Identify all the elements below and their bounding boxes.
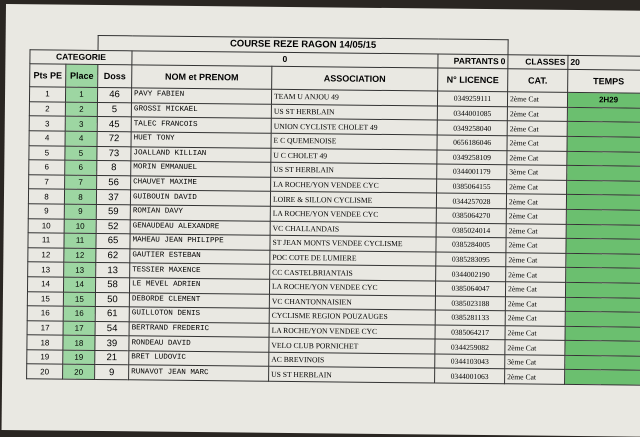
cell-licence: 0349258040	[437, 120, 507, 135]
cell-name: JOALLAND KILLIAN	[131, 146, 271, 162]
cell-association: AC BREVINOIS	[269, 352, 435, 368]
cell-doss: 39	[95, 336, 129, 351]
partants-value: 0	[500, 56, 506, 67]
cell-name: CHAUVET MAXIME	[131, 176, 271, 192]
cell-place: 20	[63, 365, 95, 380]
cell-licence: 0385064270	[436, 208, 506, 223]
categorie-label: CATEGORIE	[30, 49, 132, 65]
categorie-value: 0	[132, 50, 438, 68]
cell-association: LA ROCHE/YON VENDEE CYC	[271, 177, 437, 193]
cell-association: US ST HERBLAIN	[269, 367, 435, 383]
cell-doss: 52	[96, 219, 130, 234]
cell-licence: 0344001179	[437, 164, 507, 179]
cell-pts: 6	[29, 160, 65, 175]
cell-name: RUNAVOT JEAN MARC	[129, 365, 269, 381]
cell-temps	[565, 326, 640, 341]
cell-doss: 58	[95, 277, 129, 292]
cell-place: 1	[65, 87, 97, 102]
cell-association: LA ROCHE/YON VENDEE CYC	[269, 279, 435, 295]
cell-doss: 5	[97, 102, 131, 117]
cell-temps	[567, 136, 640, 151]
cell-doss: 37	[96, 190, 130, 205]
cell-name: DEBORDE CLEMENT	[129, 292, 269, 308]
header-cat: CAT.	[508, 69, 568, 93]
cell-temps	[565, 341, 640, 356]
cell-place: 10	[64, 219, 96, 234]
cell-place: 19	[63, 350, 95, 365]
header-doss: Doss	[98, 65, 132, 88]
cell-doss: 8	[97, 161, 131, 176]
header-name: NOM et PRENOM	[132, 65, 272, 89]
cell-temps	[567, 180, 640, 195]
cell-doss: 65	[96, 234, 130, 249]
cell-association: ST JEAN MONTS VENDEE CYCLISME	[270, 235, 436, 251]
cell-temps	[567, 107, 640, 122]
cell-place: 15	[63, 292, 95, 307]
cell-name: TALEC FRANCOIS	[131, 117, 271, 133]
cell-cat: 2ème Cat	[506, 194, 566, 209]
cell-pts: 16	[27, 306, 63, 321]
cell-cat: 2ème Cat	[507, 180, 567, 195]
cell-name: MAHEAU JEAN PHILIPPE	[130, 234, 270, 250]
cell-association: VELO CLUB PORNICHET	[269, 338, 435, 354]
cell-cat: 2ème Cat	[505, 311, 565, 326]
cell-name: BRET LUDOVIC	[129, 351, 269, 367]
cell-pts: 7	[29, 174, 65, 189]
cell-pts: 12	[28, 247, 64, 262]
header-association: ASSOCIATION	[272, 66, 438, 91]
cell-pts: 11	[28, 233, 64, 248]
cell-name: MORIN EMMANUEL	[131, 161, 271, 177]
cell-doss: 59	[96, 204, 130, 219]
cell-doss: 9	[95, 365, 129, 380]
cell-association: CYCLISME REGION POUZAUGES	[269, 308, 435, 324]
cell-doss: 13	[96, 263, 130, 278]
cell-name: BERTRAND FREDERIC	[129, 321, 269, 337]
cell-pts: 18	[27, 335, 63, 350]
cell-doss: 46	[97, 88, 131, 103]
cell-temps	[566, 224, 640, 239]
results-table	[26, 34, 640, 386]
cell-licence: 0385023188	[435, 296, 505, 311]
cell-association: LOIRE & SILLON CYCLISME	[270, 192, 436, 208]
cell-association: VC CHALLANDAIS	[270, 221, 436, 237]
cell-doss: 50	[95, 292, 129, 307]
cell-licence: 0656186046	[437, 135, 507, 150]
cell-place: 18	[63, 335, 95, 350]
cell-pts: 13	[28, 262, 64, 277]
cell-temps	[565, 282, 640, 297]
cell-association: LA ROCHE/YON VENDEE CYC	[270, 206, 436, 222]
cell-cat: 2ème Cat	[506, 252, 566, 267]
cell-temps	[566, 253, 640, 268]
cell-name: TESSIER MAXENCE	[130, 263, 270, 279]
cell-doss: 73	[97, 146, 131, 161]
cell-name: PAVY FABIEN	[131, 88, 271, 104]
cell-cat: 2ème Cat	[505, 340, 565, 355]
cell-cat: 2ème Cat	[507, 121, 567, 136]
cell-doss: 54	[95, 321, 129, 336]
cell-pts: 17	[27, 320, 63, 335]
cell-licence: 0344001063	[435, 368, 505, 383]
cell-doss: 62	[96, 248, 130, 263]
cell-licence: 0385064217	[435, 325, 505, 340]
cell-temps	[565, 311, 640, 326]
cell-temps	[566, 195, 640, 210]
cell-cat: 3ème Cat	[507, 165, 567, 180]
cell-name: RONDEAU DAVID	[129, 336, 269, 352]
cell-place: 14	[63, 277, 95, 292]
cell-temps	[567, 122, 640, 137]
cell-cat: 2ème Cat	[506, 238, 566, 253]
cell-place: 12	[64, 248, 96, 263]
cell-name: ROMIAN DAVY	[130, 205, 270, 221]
cell-name: HUET TONY	[131, 132, 271, 148]
cell-association: US ST HERBLAIN	[271, 162, 437, 178]
cell-association: US ST HERBLAIN	[271, 104, 437, 120]
race-title: COURSE REZE RAGON 14/05/15	[98, 35, 508, 54]
cell-cat: 3ème Cat	[505, 355, 565, 370]
cell-name: GUILLOTON DENIS	[129, 307, 269, 323]
cell-place: 17	[63, 321, 95, 336]
cell-cat: 2ème Cat	[505, 369, 565, 384]
cell-place: 9	[64, 204, 96, 219]
cell-temps	[566, 209, 640, 224]
cell-licence: 0344103043	[435, 354, 505, 369]
cell-licence: 0349258109	[437, 150, 507, 165]
cell-temps	[565, 370, 640, 385]
cell-licence: 0349259111	[437, 91, 507, 106]
cell-association: LA ROCHE/YON VENDEE CYC	[269, 323, 435, 339]
result-sheet	[2, 4, 640, 437]
cell-doss: 56	[97, 175, 131, 190]
cell-place: 7	[65, 175, 97, 190]
cell-licence: 0385284005	[436, 237, 506, 252]
cell-cat: 2ème Cat	[506, 267, 566, 282]
cell-name: LE MEVEL ADRIEN	[129, 278, 269, 294]
cell-licence: 0385064047	[435, 281, 505, 296]
cell-name: GENAUDEAU ALEXANDRE	[130, 219, 270, 235]
cell-cat: 2ème Cat	[507, 92, 567, 107]
classes-value: 20	[568, 55, 640, 70]
cell-licence: 0385064155	[437, 179, 507, 194]
header-pts: Pts PE	[30, 64, 66, 87]
cell-cat: 2ème Cat	[505, 296, 565, 311]
cell-place: 11	[64, 233, 96, 248]
cell-cat: 2ème Cat	[506, 223, 566, 238]
cell-cat: 2ème Cat	[505, 282, 565, 297]
cell-association: VC CHANTONNAISIEN	[269, 294, 435, 310]
cell-temps: 2H29	[567, 93, 640, 108]
cell-place: 13	[64, 262, 96, 277]
cell-licence: 0385283095	[436, 252, 506, 267]
cell-association: U C CHOLET 49	[271, 148, 437, 164]
cell-licence: 0385281133	[435, 310, 505, 325]
cell-cat: 2ème Cat	[507, 150, 567, 165]
cell-pts: 2	[29, 102, 65, 117]
cell-pts: 14	[27, 277, 63, 292]
header-temps: TEMPS	[568, 70, 640, 94]
cell-licence: 0344002190	[436, 266, 506, 281]
cell-cat: 2ème Cat	[507, 136, 567, 151]
cell-place: 4	[65, 131, 97, 146]
header-place: Place	[66, 64, 98, 87]
cell-cat: 2ème Cat	[505, 325, 565, 340]
cell-pts: 8	[28, 189, 64, 204]
cell-place: 16	[63, 306, 95, 321]
cell-pts: 10	[28, 218, 64, 233]
cell-doss: 45	[97, 117, 131, 132]
cell-name: GROSSI MICKAEL	[131, 103, 271, 119]
cell-association: E C QUEMENOISE	[271, 133, 437, 149]
cell-association: POC COTE DE LUMIERE	[270, 250, 436, 266]
cell-place: 6	[65, 160, 97, 175]
partants-label: PARTANTS 0	[438, 54, 508, 69]
cell-licence: 0344001085	[437, 106, 507, 121]
cell-association: CC CASTELBRIANTAIS	[270, 265, 436, 281]
cell-temps	[565, 297, 640, 312]
cell-place: 3	[65, 117, 97, 132]
cell-temps	[567, 166, 640, 181]
cell-licence: 0385024014	[436, 223, 506, 238]
cell-licence: 0344257028	[436, 193, 506, 208]
cell-doss: 21	[95, 350, 129, 365]
cell-temps	[565, 355, 640, 370]
cell-pts: 3	[29, 116, 65, 131]
cell-place: 5	[65, 146, 97, 161]
cell-association: UNION CYCLISTE CHOLET 49	[271, 119, 437, 135]
classes-label: CLASSES	[508, 54, 568, 69]
cell-name: GAUTIER ESTEBAN	[130, 249, 270, 265]
cell-pts: 20	[27, 364, 63, 379]
cell-name: GUIBOUIN DAVID	[130, 190, 270, 206]
cell-cat: 2ème Cat	[506, 209, 566, 224]
cell-place: 8	[64, 189, 96, 204]
cell-pts: 4	[29, 131, 65, 146]
cell-place: 2	[65, 102, 97, 117]
cell-doss: 61	[95, 307, 129, 322]
cell-pts: 1	[29, 87, 65, 102]
cell-pts: 15	[27, 291, 63, 306]
cell-pts: 9	[28, 204, 64, 219]
cell-doss: 72	[97, 131, 131, 146]
cell-pts: 19	[27, 350, 63, 365]
cell-pts: 5	[29, 145, 65, 160]
cell-temps	[567, 151, 640, 166]
header-licence: N° LICENCE	[438, 68, 508, 92]
cell-association: TEAM U ANJOU 49	[271, 89, 437, 105]
cell-licence: 0344259082	[435, 339, 505, 354]
cell-temps	[566, 239, 640, 254]
cell-temps	[566, 268, 640, 283]
cell-cat: 2ème Cat	[507, 107, 567, 122]
